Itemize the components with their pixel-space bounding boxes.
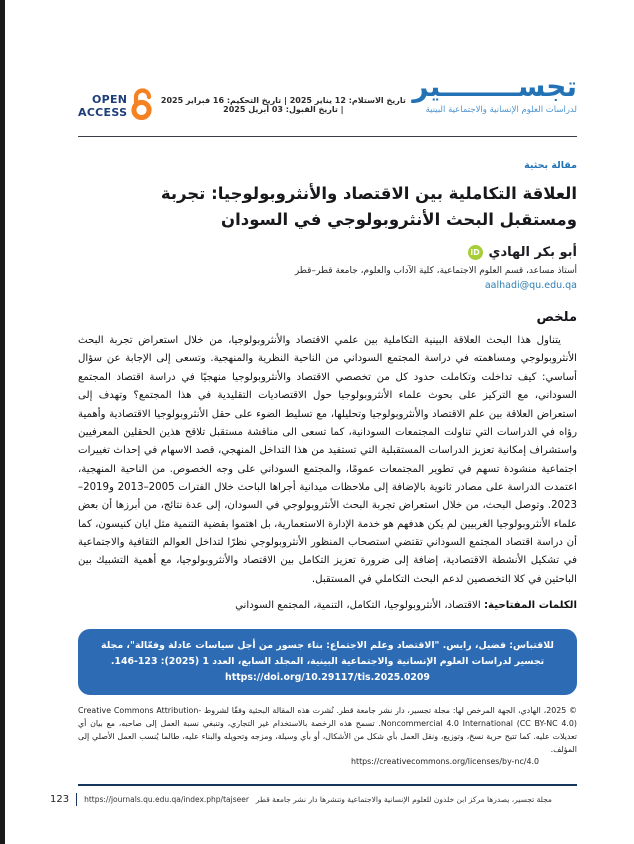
page-title: العلاقة التكاملية بين الاقتصاد والأنثروبولوجيا: تجربة ومستقبل البحث الأنثروبولوجي في السودان	[160, 184, 577, 230]
keywords-list: الاقتصاد، الأنثروبولوجيا، التكامل، التنمية، المجتمع السوداني	[235, 600, 481, 612]
page-number: 123	[50, 794, 70, 805]
abstract-heading: ملخص	[536, 310, 577, 326]
author-name: أبو بكر الهادي	[488, 245, 577, 261]
author-row	[78, 245, 577, 260]
copyright-text: © 2025، الهادي، الجهة المرخص لها: مجلة تجسير، دار نشر جامعة قطر. نُشرت هذه المقالة البحثية وفقًا لشروط Creative Commons Attribution-Noncommercial 4.0 International (CC BY-NC 4.0). تسمح هذه الرخصة بالاستخدام غير التجاري، وتنبغي نسبة العمل إلى صاحبه، مع بيان أي تعديلات عليه. كما تتيح حرية نسخ، وتوزيع، ونقل العمل بأي شكل من الأشكال، أو بأي وسيلة، ومزجه وتحويله والبناء عليه، طالما يُنسب العمل الأصلي إلى المؤلف.	[78, 706, 577, 755]
footer-separator	[76, 793, 77, 806]
open-access-lock-icon	[130, 88, 154, 125]
page-footer	[50, 784, 577, 806]
citation-text: للاقتباس: فضيل، رايس. "الاقتصاد وعلم الاجتماع: بناء جسور من أجل سياسات عادلة وفعّالة"، مجلة تجسير لدراسات العلوم الإنسانية والاجتماعية البينية، المجلد السابع، العدد 1 (2025): 123-146.	[101, 640, 554, 668]
open-access-badge	[78, 88, 154, 125]
manuscript-dates: تاريخ الاستلام: 12 يناير 2025 | تاريخ التحكيم: 16 فبراير 2025 | تاريخ القبول: 03 أبريل 2025	[160, 96, 406, 114]
footer-line	[50, 793, 577, 806]
footer-divider	[78, 784, 577, 786]
publisher-note: مجلة تجسير، يصدرها مركز ابن خلدون للعلوم الإنسانية والاجتماعية وتنشرها دار نشر جامعة قطر	[255, 795, 552, 804]
citation-box	[78, 629, 577, 695]
journal-logo-wordmark: تجســــــــير	[412, 70, 577, 103]
journal-logo	[412, 72, 577, 115]
author-email-link[interactable]: aalhadi@qu.edu.qa	[484, 280, 577, 292]
open-access-label-line1: OPEN	[91, 93, 128, 107]
open-access-label-line2: ACCESS	[78, 105, 128, 119]
doi-link[interactable]: https://doi.org/10.29117/tis.2025.0209	[225, 672, 430, 684]
author-affiliation: أستاذ مساعد، قسم العلوم الاجتماعية، كلية الآداب والعلوم، جامعة قطر–قطر	[294, 266, 577, 277]
header-divider	[78, 136, 577, 137]
open-access-label	[78, 94, 127, 118]
journal-url-link[interactable]: https://journals.qu.edu.qa/index.php/tajseer	[84, 795, 249, 804]
keywords-line	[78, 600, 577, 611]
abstract-text: يتناول هذا البحث العلاقة البينية التكاملية بين علمي الاقتصاد والأنثروبولوجيا، من خلال استعراض تجربة البحث الأنثروبولوجي ومساهمته في دراسة المجتمع السوداني من الناحية النظرية والمنهجية. وتسعى إلى الإجابة عن سؤال أساسي: كيف تداخلت وتكاملت حدود كل من تخصصي الاقتصاد والأنثروبولوجيا منهجيًا في دراسة اقتصاد المجتمع السوداني، مع التركيز على بحوث علماء الأنثروبولوجيا حول الاقتصاديات التقليدية في هذا المجتمع؟ وتهدف إلى استعراض العلاقة بين علم الاقتصاد والأنثروبولوجيا وتحليلها، مع تسليط الضوء على حقل الأنثروبولوجيا الاقتصادية وأهمية رؤاه في الدراسات التي تناولت المجتمعات السودانية، كما تسعى الى مناقشة مستقبل تلاقح هذين الحقلين المعرفيين واستشراف إمكانية تعزيز الدراسات المستقبلية التي تستفيد من هذا التداخل المنهجي، قصد الاسهام في إحداث تغييرات اجتماعية منشودة تسهم في تطوير المجتمعات عمومًا، والمجتمع السوداني على وجه الخصوص. من الناحية المنهجية، اعتمدت الدراسة على مصادر ثانوية بالإضافة إلى ملاحظات ميدانية أجراها الباحث خلال الفترات 2005–2013 و2019–2023. وتوصل البحث، من خلال استعراض تجربة البحث الأنثروبولوجي في السودان، إلى عدة نتائج، من أبرزها أن بعض علماء الأنثروبولوجيا الغربيين لم يكن هدفهم هو خدمة الإدارة الاستعمارية، بل اهتموا بقضية التنمية مثل ايان كنيسون، كما أن دراسة اقتصاد المجتمع السوداني تقتضي استصحاب المنظور الأنثروبولوجي نظرًا لتداخل العوالم الثقافية والاجتماعية في تشكيل الأنشطة الاقتصادية، إضافة إلى ضرورة تعزيز التكامل بين الاقتصاد والأنثروبولوجيا، مع أهمية التشبيك بين الباحثين في كلا التخصصين لدعم البحث التكاملي في المستقبل.	[78, 335, 577, 585]
journal-logo-subtitle: لدراسات العلوم الإنسانية والاجتماعية البينية	[425, 105, 577, 116]
scan-edge-strip	[0, 0, 5, 844]
page-header	[78, 72, 577, 125]
keywords-label: الكلمات المفتاحية:	[483, 600, 577, 612]
article-type-label: مقالة بحثية	[524, 160, 577, 171]
license-url-link[interactable]: https://creativecommons.org/licenses/by-nc/4.0	[350, 756, 539, 766]
orcid-icon[interactable]: iD	[468, 245, 483, 260]
